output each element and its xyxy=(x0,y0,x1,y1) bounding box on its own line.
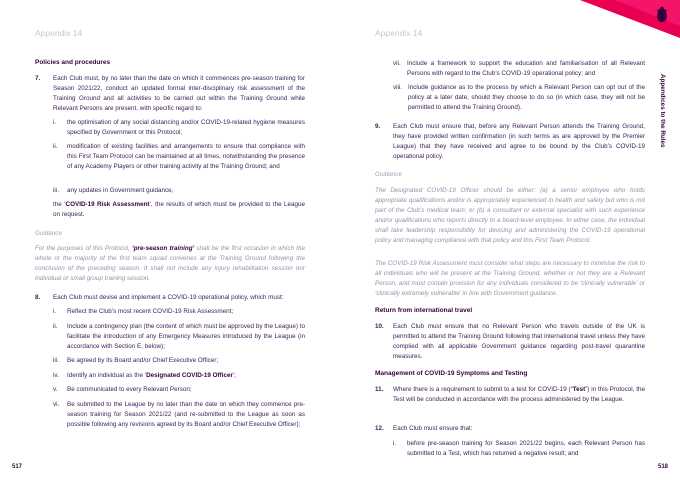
defined-term: COVID-19 Risk Assessment xyxy=(65,201,150,208)
clause-number: ii. xyxy=(53,143,58,150)
clause-8-viii xyxy=(393,83,645,113)
text: Identify an individual as the ‘ xyxy=(67,372,147,379)
clause-text: before pre-season training for Season 2021/22 begins, each Relevant Person has submitted to a Test, which has returned a negative result; and xyxy=(407,440,645,457)
clause-text: Include a contingency plan (the content of which must be approved by the League) to facilitate the introduction of any Emergency Measures introduced by the League (in accordance with Section E, below); xyxy=(67,323,305,350)
clause-number: 11. xyxy=(375,386,384,393)
clause-number: 12. xyxy=(375,425,384,432)
side-tab-label: Appendices to the Rules xyxy=(659,74,666,148)
clause-number: 8. xyxy=(35,294,41,301)
clause-8-i xyxy=(53,307,305,317)
defined-term: Designated COVID-19 Officer xyxy=(146,372,233,379)
page-number: 518 xyxy=(658,464,669,470)
guidance-text xyxy=(35,244,305,284)
clause-text: Include guidance as to the process by which a Relevant Person can opt out of the policy at a later date, should they choose to do so (in which case, they will not be permitted to attend the Training Ground). xyxy=(408,84,645,111)
text: shall be the first occasion in which the whole or the majority of the first team squad convenes at the Training Ground following the conclusion of the preceding season. It shall not include any injury rehabilitation session nor individual or small group training session. xyxy=(35,245,306,282)
clause-number: iv. xyxy=(53,372,59,379)
page-header: Appendix 14 xyxy=(375,28,423,38)
clause-number: iii. xyxy=(53,357,59,364)
clause-8 xyxy=(35,293,305,303)
defined-term: Test xyxy=(572,386,586,393)
clause-10 xyxy=(375,322,645,362)
guidance-label: Guidance xyxy=(35,230,62,237)
text: Where there is a requirement to submit to a test for COVID-19 (“ xyxy=(393,386,573,393)
clause-number: v. xyxy=(53,386,58,393)
clause-7 xyxy=(35,74,305,114)
clause-text: Reflect the Club’s most recent COVID-19 Risk Assessment; xyxy=(67,308,234,315)
clause-number: iii. xyxy=(53,187,59,194)
section-heading: Management of COVID-19 Symptoms and Testing xyxy=(375,370,528,377)
clause-text: Each Club must devise and implement a COVID-19 operational policy, which must: xyxy=(53,294,284,301)
clause-7-i xyxy=(53,118,305,138)
guidance-text: The Designated COVID-19 Officer should be either: (a) a senior employee who holds appropriate qualifications and/or is appropriately experienced in health and safety but who is not part of the Club’s medical team; or (b) a consultant or external specialist with such experience and/or qualifications who reports directly to a board-level employee. In either case, the individual shall take leadership responsibility for devising and administering the COVID-19 operational policy and managing compliance with that policy and this First Team Protocol. xyxy=(375,187,645,244)
clause-8-vi xyxy=(53,400,305,430)
clause-8-iii xyxy=(53,356,305,366)
text: ’; xyxy=(232,372,237,379)
clause-text: modification of existing facilities and arrangements to ensure that compliance with this First Team Protocol can be maintained at all times, notwithstanding the presence of any Academy Players or other training activity at the Training Ground; and xyxy=(67,143,305,170)
clause-8-vii xyxy=(393,59,645,79)
clause-12 xyxy=(375,424,645,434)
clause-number: i. xyxy=(393,440,397,447)
clause-number: vi. xyxy=(53,401,60,408)
clause-text: Each Club must ensure that, before any Relevant Person attends the Training Ground, they have provided written confirmation (in such terms as are approved by the Premier League) that they have received and agree to be bound by the Club’s COVID-19 operational policy. xyxy=(393,123,645,160)
clause-number: 10. xyxy=(375,323,384,330)
clause-text: Include a framework to support the education and familiarisation of all Relevant Persons with regard to the Club’s COVID-19 operational policy; and xyxy=(407,60,645,77)
clause-text: Each Club must ensure that: xyxy=(393,425,473,432)
clause-7-ii xyxy=(53,142,305,172)
clause-number: i. xyxy=(53,119,57,126)
clause-7-iii xyxy=(53,186,305,196)
right-page xyxy=(340,0,680,483)
clause-8-ii xyxy=(53,322,305,352)
clause-text: Each Club must, by no later than the date on which it commences pre-season training for Season 2021/22, conduct an updated formal inter-disciplinary risk assessment of the Training Ground and all activities to be carried out within the Training Ground while Relevant Persons are present, with specific regard to: xyxy=(53,75,305,112)
clause-number: 7. xyxy=(35,75,41,82)
clause-text: Be communicated to every Relevant Person; xyxy=(67,386,192,393)
clause-text: the optimisation of any social distancing and/or COVID-19-related hygiene measures specified by Government or this Protocol; xyxy=(67,119,305,136)
clause-number: i. xyxy=(53,308,57,315)
brand-corner-banner xyxy=(580,0,680,40)
clause-text: Be agreed by its Board and/or Chief Executive Officer; xyxy=(67,357,219,364)
clause-number: ii. xyxy=(53,323,58,330)
clause-number: 9. xyxy=(375,123,381,130)
section-heading: Policies and procedures xyxy=(35,59,111,66)
text: the ‘ xyxy=(53,201,66,208)
page-header: Appendix 14 xyxy=(35,28,83,38)
clause-7-conclusion xyxy=(53,200,305,220)
clause-text: any updates in Government guidance, xyxy=(67,187,174,194)
section-heading: Return from international travel xyxy=(375,307,473,314)
clause-number: vii. xyxy=(393,60,401,67)
text: ’, the results of which must be provided to the League on request. xyxy=(53,201,305,218)
clause-12-i xyxy=(393,439,645,459)
clause-9 xyxy=(375,122,645,162)
clause-text: Each Club must ensure that no Relevant Person who travels outside of the UK is permitted to attend the Training Ground following that international travel unless they have complied with all applicable Government guidance regarding post-travel quarantine measures. xyxy=(393,323,645,360)
guidance-text: The COVID-19 Risk Assessment must consider what steps are necessary to minimise the risk to all individuals who will be present at the Training Ground, whether or not they are a Relevant Person, and must contain provision for any individuals considered to be ‘clinically vulnerable’ or ‘clinically extremely vulnerable’ in line with Government guidance. xyxy=(375,260,645,297)
clause-8-v xyxy=(53,385,305,395)
page-number: 517 xyxy=(12,464,23,470)
clause-text: Be submitted to the League by no later than the date on which they commence pre-season training for Season 2021/22 (and re-submitted to the League as soon as possible following any revisions agreed by its Board and/or Chief Executive Officer); xyxy=(67,401,305,428)
clause-11 xyxy=(375,385,645,405)
clause-8-iv xyxy=(53,371,305,381)
text: ”) in this Protocol, the Test will be conducted in accordance with the process administered by the League. xyxy=(393,386,645,403)
text: For the purposes of this Protocol, xyxy=(35,245,132,252)
defined-term: ‘pre-season training’ xyxy=(131,245,195,252)
guidance-label: Guidance xyxy=(375,171,402,178)
clause-number: viii. xyxy=(393,84,403,91)
